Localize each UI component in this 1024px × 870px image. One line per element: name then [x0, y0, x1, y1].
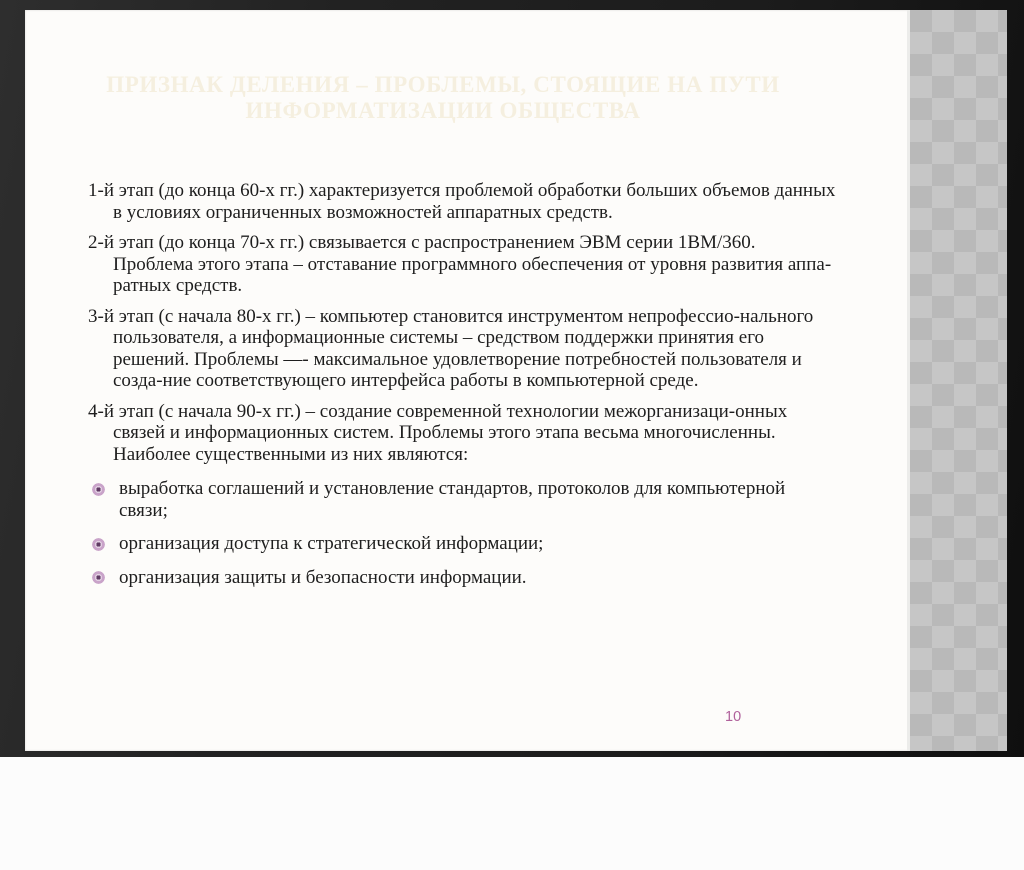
- stage-paragraph-1: 1-й этап (до конца 60-х гг.) характеризуется проблемой обработки больших объемов данных в условиях ограниченных возможностей аппаратных средств.: [88, 180, 836, 223]
- bullet-icon: [92, 538, 105, 551]
- bullet-text: выработка соглашений и установление стандартов, протоколов для компьютерной связи;: [119, 478, 786, 521]
- slide-title: ПРИЗНАК ДЕЛЕНИЯ – ПРОБЛЕМЫ, СТОЯЩИЕ НА ПУТИ ИНФОРМАТИЗАЦИИ ОБЩЕСТВА: [106, 72, 780, 123]
- list-item: [88, 533, 828, 555]
- list-item: [88, 478, 828, 521]
- diamond-pattern-sidebar: [907, 10, 1007, 751]
- stage-paragraph-4: 4-й этап (с начала 90-х гг.) – создание современной технологии межорганизаци-онных связей и информационных систем. Проблемы этого этапа весьма многочисленны. Наиболее существенными из них являются:: [88, 400, 788, 465]
- problem-bullet-list: [88, 478, 828, 588]
- bullet-icon: [92, 571, 105, 584]
- list-item: [88, 567, 828, 589]
- slide-content: [88, 10, 848, 751]
- stage-paragraphs: [88, 180, 836, 465]
- presentation-slide: [25, 10, 1007, 751]
- bullet-text: организация доступа к стратегической информации;: [119, 533, 544, 554]
- stage-paragraph-3: 3-й этап (с начала 80-х гг.) – компьютер становится инструментом непрофессио-нального пользователя, а информационные системы – средством поддержки принятия его решений. Проблемы —- максимальное удовлетворение потребностей пользователя и созда-ние соответствующего интерфейса работы в компьютерной среде.: [88, 305, 814, 391]
- stage-paragraph-2: 2-й этап (до конца 70-х гг.) связывается с распространением ЭВМ серии 1ВМ/360. Проблема этого этапа – отставание программного обеспечения от уровня развития аппа-ратных средств.: [88, 232, 832, 296]
- slide-page-number: 10: [725, 709, 742, 725]
- bullet-icon: [92, 483, 105, 496]
- bottom-white-strip: [0, 757, 1024, 870]
- bullet-text: организация защиты и безопасности информации.: [119, 566, 527, 588]
